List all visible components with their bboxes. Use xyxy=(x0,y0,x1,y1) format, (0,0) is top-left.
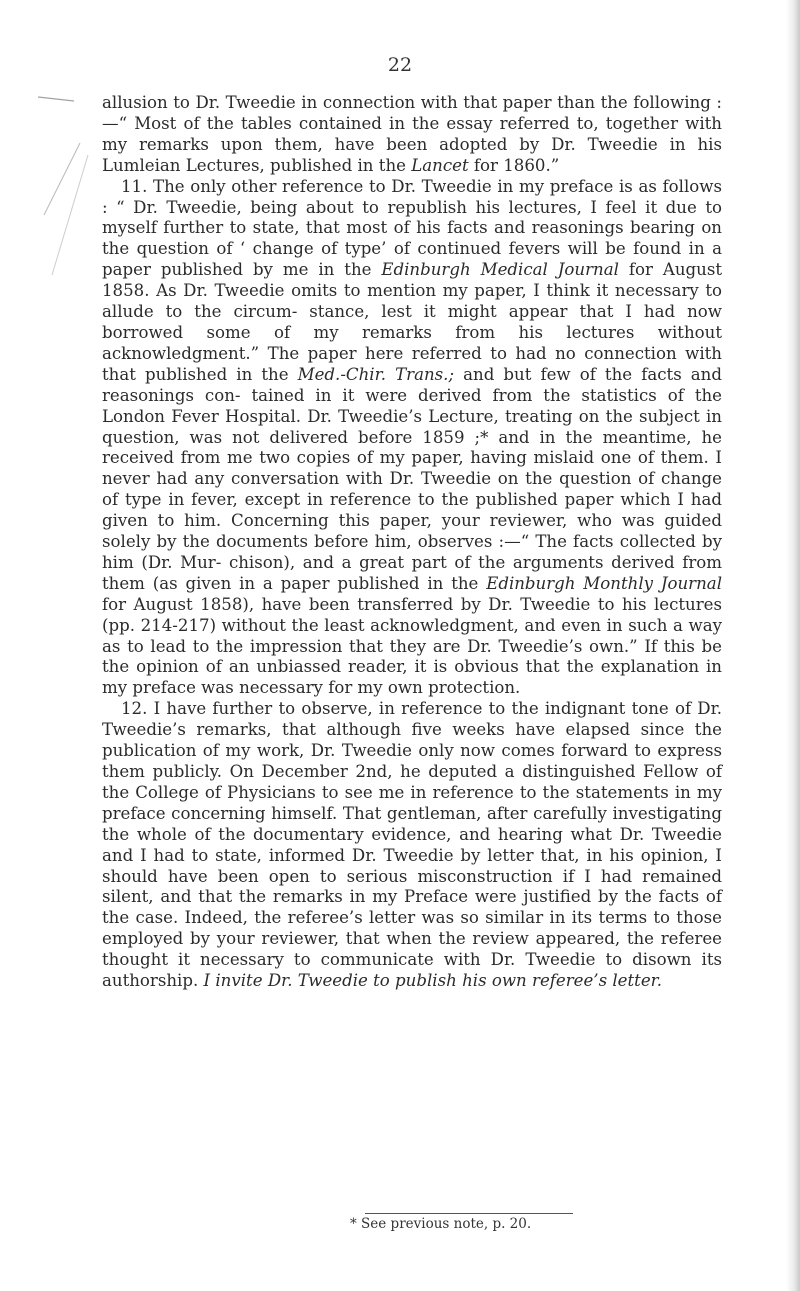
paragraph-11 xyxy=(102,177,722,700)
body-text xyxy=(102,93,722,992)
text-run: for August 1858), have been transferred by Dr. Tweedie to his lectures (pp. 214-217) without the least acknowledgment, and even in such a way as to lead to the impression that they are Dr. Tweedie’s own.” If this be the opinion of an unbiassed reader, it is obvious that the explanation in my preface was necessary for my own protection. xyxy=(102,594,722,698)
paragraph-12 xyxy=(102,699,722,992)
paragraph-continued xyxy=(102,93,722,177)
page-edge-shadow xyxy=(786,0,800,1291)
text-run: for 1860.” xyxy=(468,155,560,175)
text-run: allusion to Dr. Tweedie in connection with that paper than the following :—“ Most of the tables contained in the essay referred to, together with my remarks upon them, have been adopted by Dr. Tweedie in his Lumleian Lectures, published in the xyxy=(102,93,722,175)
pencil-mark-icon xyxy=(34,95,94,285)
italic-text-run: Lancet xyxy=(411,155,469,175)
text-run: 11. The only other reference to Dr. Tweedie in my preface is as follows : “ Dr. Tweedie, being about to republish his lectures, I feel it due to myself further to state, that most of his facts and reasonings bearing on the question of ‘ change of type’ of continued fevers will be found in a paper published by me in the xyxy=(102,176,722,280)
italic-text-run: Edinburgh Medical Journal xyxy=(381,260,619,280)
italic-text-run: I invite Dr. Tweedie to publish his own referee’s letter. xyxy=(203,971,663,991)
page-number: 22 xyxy=(387,54,413,76)
text-run: 12. I have further to observe, in reference to the indignant tone of Dr. Tweedie’s remarks, that although five weeks have elapsed since the publication of my work, Dr. Tweedie only now comes forward to express them publicly. On December 2nd, he deputed a distinguished Fellow of the College of Physicians to see me in reference to the statements in my preface concerning himself. That gentleman, after carefully investigating the whole of the documentary evidence, and hearing what Dr. Tweedie and I had to state, informed Dr. Tweedie by letter that, in his opinion, I should have been open to serious misconstruction if I had remained silent, and that the remarks in my Preface were justified by the facts of the case. Indeed, the referee’s letter was so similar in its terms to those employed by your reviewer, that when the review appeared, the referee thought it necessary to communicate with Dr. Tweedie to disown its authorship. xyxy=(102,699,722,991)
text-run: and but few of the facts and reasonings con- tained in it were derived from the statistics of the London Fever Hospital. Dr. Tweedie’s Lecture, treating on the subject in question, was not delivered before 1859 ;* and in the meantime, he received from me two copies of my paper, having mislaid one of them. I never had any conversation with Dr. Tweedie on the question of change of type in fever, except in reference to the published paper which I had given to him. Concerning this paper, your reviewer, who was guided solely by the documents before him, observes :—“ The facts collected by him (Dr. Mur- chison), and a great part of the arguments derived from them (as given in a paper published in the xyxy=(102,364,722,593)
footnote: * See previous note, p. 20. xyxy=(350,1216,532,1232)
italic-text-run: Edinburgh Monthly Journal xyxy=(486,573,722,593)
footnote-rule xyxy=(365,1213,573,1214)
text-run: for August 1858. As Dr. Tweedie omits to mention my paper, I think it necessary to allude to the circum- stance, lest it might appear that I had now borrowed some of my remarks from his lectures without acknowledgment.” The paper here referred to had no connection with that published in the xyxy=(102,260,723,384)
italic-text-run: Med.-Chir. Trans.; xyxy=(297,364,455,384)
